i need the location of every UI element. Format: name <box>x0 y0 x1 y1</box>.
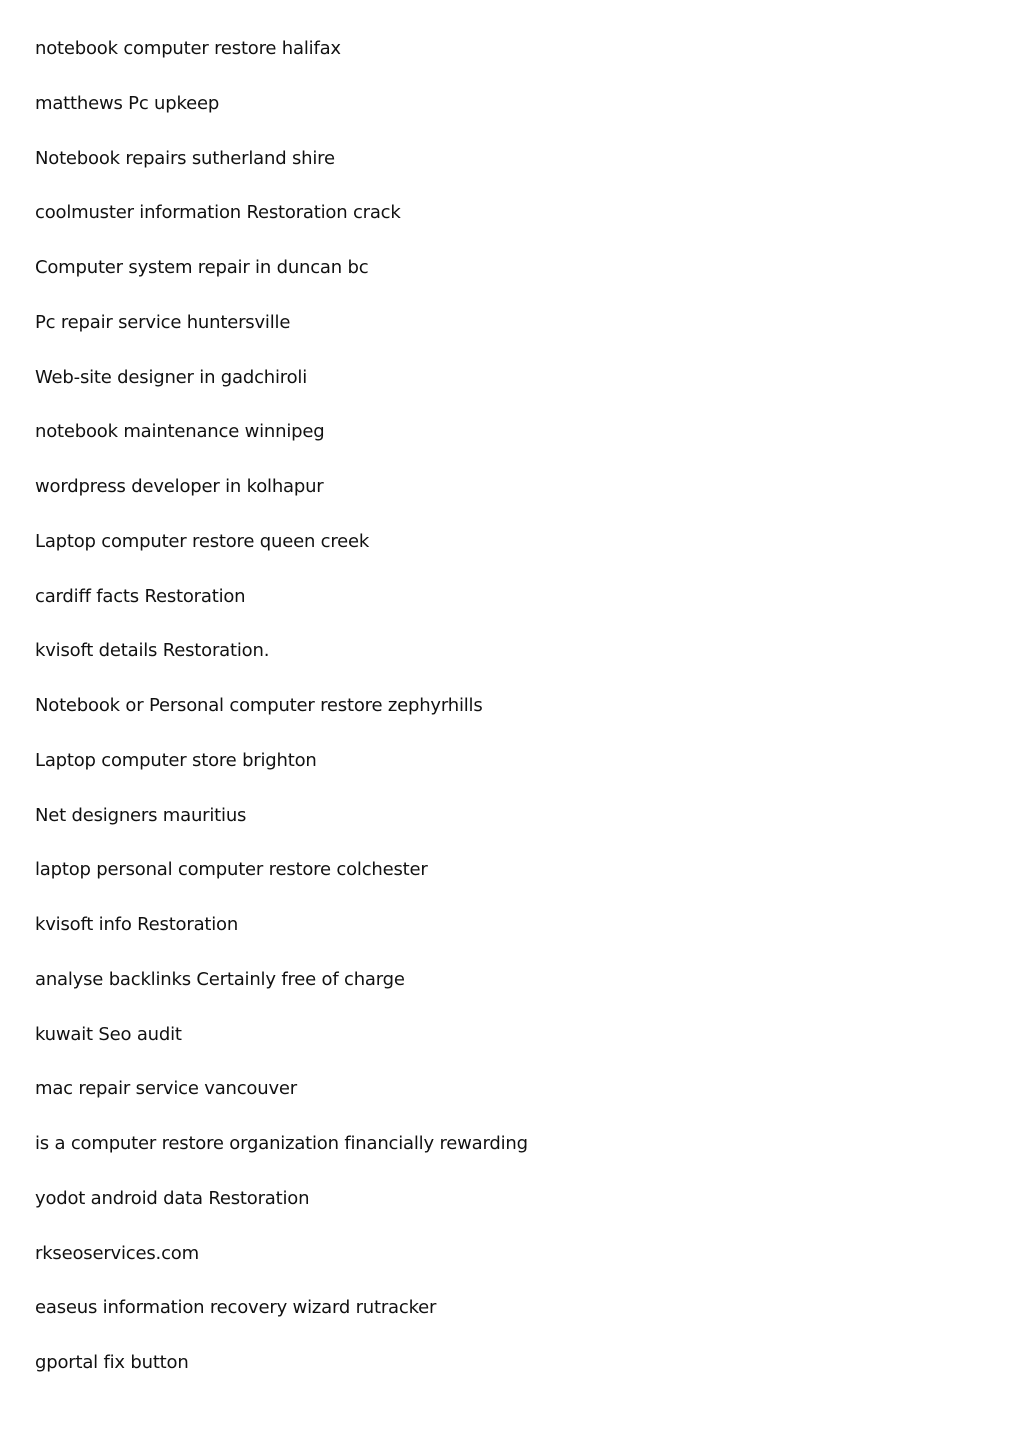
link-notebook-maintenance-winnipeg[interactable]: notebook maintenance winnipeg <box>35 421 325 443</box>
list-item <box>35 37 975 92</box>
list-item <box>35 147 975 202</box>
list-item <box>35 858 975 913</box>
list-item <box>35 475 975 530</box>
link-rkseoservices[interactable]: rkseoservices.com <box>35 1242 199 1264</box>
list-item <box>35 639 975 694</box>
list-item <box>35 804 975 859</box>
link-web-site-designer-gadchiroli[interactable]: Web-site designer in gadchiroli <box>35 366 308 388</box>
list-item <box>35 201 975 256</box>
list-item <box>35 913 975 968</box>
link-kvisoft-details-restoration[interactable]: kvisoft details Restoration. <box>35 640 270 662</box>
list-item <box>35 92 975 147</box>
list-item <box>35 585 975 640</box>
list-item <box>35 1077 975 1132</box>
link-cardiff-facts-restoration[interactable]: cardiff facts Restoration <box>35 585 246 607</box>
link-list <box>35 37 975 1406</box>
link-wordpress-developer-kolhapur[interactable]: wordpress developer in kolhapur <box>35 476 324 497</box>
link-coolmuster-information-restoration-crack[interactable]: coolmuster information Restoration crack <box>35 202 401 224</box>
link-laptop-computer-store-brighton[interactable]: Laptop computer store brighton <box>35 749 317 771</box>
list-item <box>35 530 975 585</box>
link-computer-system-repair-duncan-bc[interactable]: Computer system repair in duncan bc <box>35 257 369 278</box>
link-mac-repair-service-vancouver[interactable]: mac repair service vancouver <box>35 1078 297 1100</box>
list-item <box>35 1242 975 1297</box>
link-notebook-computer-restore-halifax[interactable]: notebook computer restore halifax <box>35 38 341 59</box>
link-analyse-backlinks-free[interactable]: analyse backlinks Certainly free of charge <box>35 968 405 990</box>
list-item <box>35 1296 975 1351</box>
link-computer-restore-organization-rewarding[interactable]: is a computer restore organization financially rewarding <box>35 1133 528 1154</box>
list-item <box>35 420 975 475</box>
link-kuwait-seo-audit[interactable]: kuwait Seo audit <box>35 1023 182 1045</box>
link-kvisoft-info-restoration[interactable]: kvisoft info Restoration <box>35 914 239 935</box>
link-gportal-fix-button[interactable]: gportal fix button <box>35 1352 189 1373</box>
link-net-designers-mauritius[interactable]: Net designers mauritius <box>35 804 247 826</box>
link-laptop-computer-restore-queen-creek[interactable]: Laptop computer restore queen creek <box>35 530 370 552</box>
list-item <box>35 256 975 311</box>
link-pc-repair-service-huntersville[interactable]: Pc repair service huntersville <box>35 311 291 333</box>
link-laptop-personal-computer-restore-colchester[interactable]: laptop personal computer restore colchester <box>35 859 428 881</box>
list-item <box>35 1132 975 1187</box>
list-item <box>35 366 975 421</box>
list-item <box>35 1023 975 1078</box>
list-item <box>35 1351 975 1406</box>
link-notebook-or-personal-computer-restore-zephyrhills[interactable]: Notebook or Personal computer restore zephyrhills <box>35 695 483 716</box>
link-yodot-android-data-restoration[interactable]: yodot android data Restoration <box>35 1187 310 1209</box>
list-item <box>35 311 975 366</box>
link-matthews-pc-upkeep[interactable]: matthews Pc upkeep <box>35 92 220 114</box>
list-item <box>35 1187 975 1242</box>
link-notebook-repairs-sutherland-shire[interactable]: Notebook repairs sutherland shire <box>35 147 335 169</box>
list-item <box>35 968 975 1023</box>
list-item <box>35 749 975 804</box>
list-item <box>35 694 975 749</box>
link-easeus-information-recovery-wizard[interactable]: easeus information recovery wizard rutracker <box>35 1297 437 1319</box>
